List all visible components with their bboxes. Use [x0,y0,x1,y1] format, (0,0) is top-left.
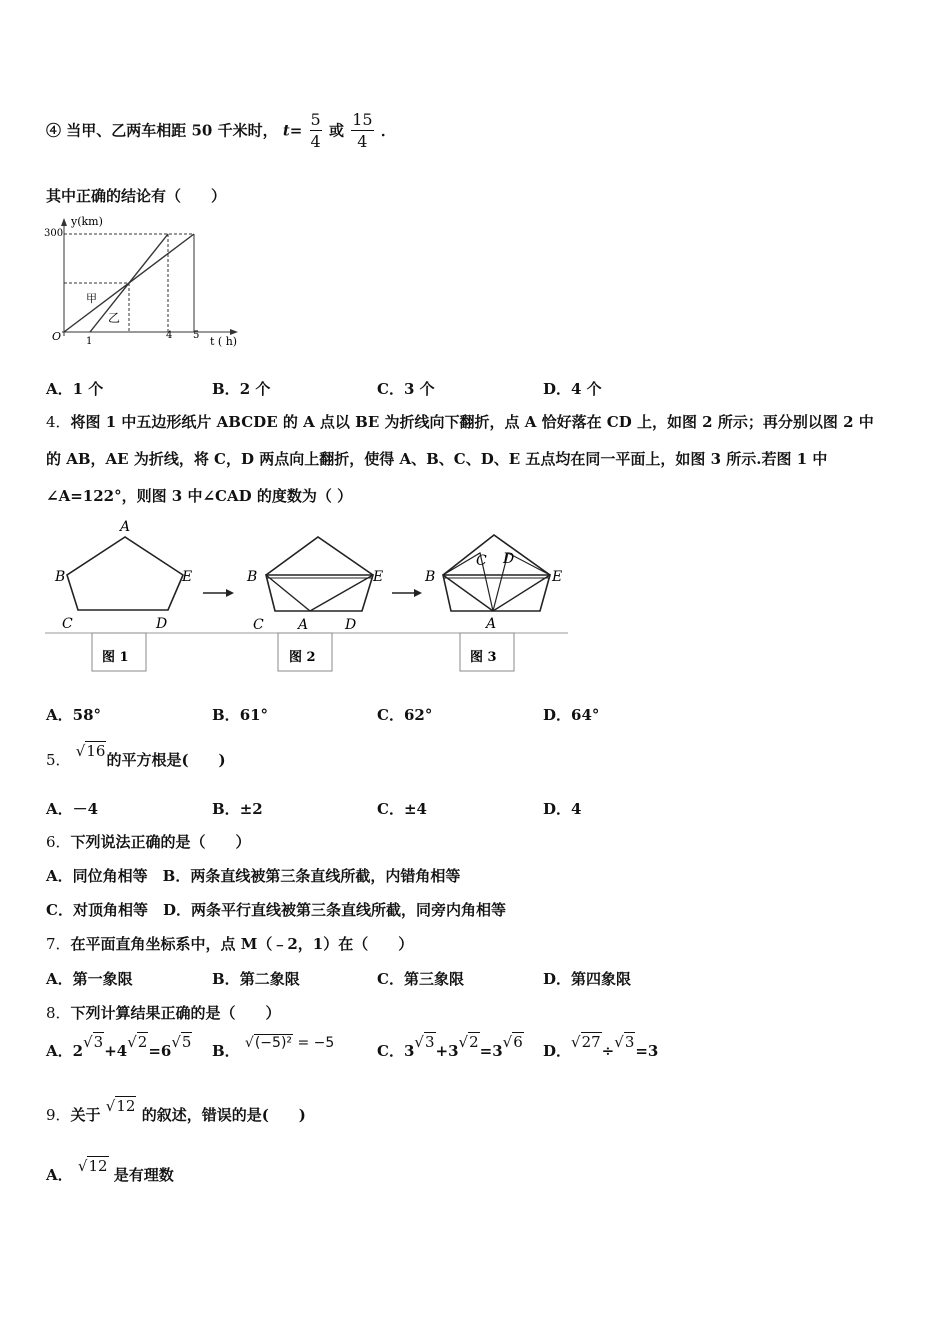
sqrt-12: √12 [105,1097,136,1115]
fraction-15-4: $\frac{15}{4}$ [352,110,373,151]
fig1-label: 图 1 [102,650,129,665]
fig3-label: 图 3 [470,650,497,665]
q5-option-d[interactable]: D．4 [543,800,582,818]
svg-text:E: E [182,569,193,585]
q5-option-c[interactable]: C．±4 [377,800,427,818]
series-label-jia: 甲 [86,292,97,305]
q5-option-b[interactable]: B．±2 [212,800,263,818]
q6-options-row-2[interactable]: C．对顶角相等 D．两条平行直线被第三条直线所截，同旁内角相等 [46,901,506,919]
svg-text:D: D [503,551,515,567]
svg-text:E: E [373,569,384,585]
svg-text:A: A [486,616,497,632]
q6-options-row-1[interactable]: A．同位角相等 B．两条直线被第三条直线所截，内错角相等 [46,867,461,885]
q8-option-c[interactable]: C．3√3+3√2=3√6 [377,1033,523,1060]
q3-option-a[interactable]: A．1 个 [46,380,104,398]
q8-option-b[interactable]: B． √(−5)² = −5 [212,1035,335,1060]
svg-text:C: C [253,617,264,633]
svg-text:C: C [476,553,487,569]
q3-option-b[interactable]: B．2 个 [212,380,271,398]
q3-prompt: 其中正确的结论有（ ） [46,187,227,205]
q5-question: 5． √16的平方根是( ) [46,745,226,775]
q4-option-c[interactable]: C．62° [377,706,433,724]
fig2-label: 图 2 [289,650,316,665]
q5-option-a[interactable]: A．－4 [46,800,99,818]
t-label: t= [282,121,303,140]
arrow-2 [414,589,422,597]
q6-question: 6．下列说法正确的是（ ） [46,833,251,851]
statement-text: 当甲、乙两车相距 50 千米时， [66,121,278,140]
x-tick-5: 5 [193,330,200,341]
svg-text:C: C [62,616,73,632]
svg-text:A: A [298,617,309,633]
fig3-pentagon [443,575,550,611]
q4-line-2: 的 AB，AE 为折线，将 C，D 两点向上翻折，使得 A、B、C、D、E 五点均在同一平面上，如图 3 所示.若图 1 中 [46,450,828,468]
q8-option-a[interactable]: A．2√3+4√2=6√5 [46,1033,192,1060]
q7-option-c[interactable]: C．第三象限 [377,970,464,988]
y-axis-label: y(km) [71,215,103,228]
svg-text:B: B [425,569,436,585]
x-axis-label: t ( h) [210,335,238,348]
q4-line-1: 4．将图 1 中五边形纸片 ABCDE 的 A 点以 BE 为折线向下翻折，点 A 恰好落在 CD 上，如图 2 所示；再分别以图 2 中 [46,413,874,431]
q4-option-a[interactable]: A．58° [46,706,102,724]
svg-text:B: B [55,569,66,585]
q7-option-d[interactable]: D．第四象限 [543,970,632,988]
svg-text:B: B [247,569,258,585]
q4-option-d[interactable]: D．64° [543,706,600,724]
arrow-1 [226,589,234,597]
chart-plot-area [64,234,194,332]
or-word: 或 [328,121,344,140]
x-tick-4: 4 [166,330,173,341]
sqrt-16: √16 [75,742,106,760]
q3-option-c[interactable]: C．3 个 [377,380,435,398]
fig1-pentagon [67,537,183,610]
q9-option-a[interactable]: A． √12 是有理数 [46,1157,174,1184]
pentagon-figures [40,515,575,680]
statement-4: ④ 当甲、乙两车相距 50 千米时， t= $\frac{5}{4}$ 或 $\frac{15}{4}$ ． [46,110,396,151]
q7-option-a[interactable]: A．第一象限 [46,970,133,988]
q3-option-d[interactable]: D．4 个 [543,380,602,398]
origin-label: O [52,330,62,343]
statement-marker: ④ [46,121,62,140]
svg-text:D: D [345,617,357,633]
q4-option-b[interactable]: B．61° [212,706,269,724]
svg-text:E: E [552,569,563,585]
q4-line-3: ∠A=122°，则图 3 中∠CAD 的度数为（ ） [46,487,353,505]
y-axis-arrow [61,218,67,226]
q7-option-b[interactable]: B．第二象限 [212,970,300,988]
x-tick-1: 1 [86,336,93,347]
q7-question: 7．在平面直角坐标系中，点 M（﹣2，1）在（ ） [46,935,414,953]
svg-text:A: A [120,519,131,535]
q8-option-d[interactable]: D．√27÷√3=3 [543,1033,659,1060]
y-tick-300: 300 [44,228,64,239]
svg-text:D: D [156,616,168,632]
fraction-5-4: $\frac{5}{4}$ [310,110,321,151]
distance-time-chart [40,212,250,352]
q9-question: 9．关于 √12 的叙述，错误的是( ) [46,1100,306,1130]
q8-question: 8．下列计算结果正确的是（ ） [46,1004,281,1022]
series-label-yi: 乙 [108,311,121,325]
